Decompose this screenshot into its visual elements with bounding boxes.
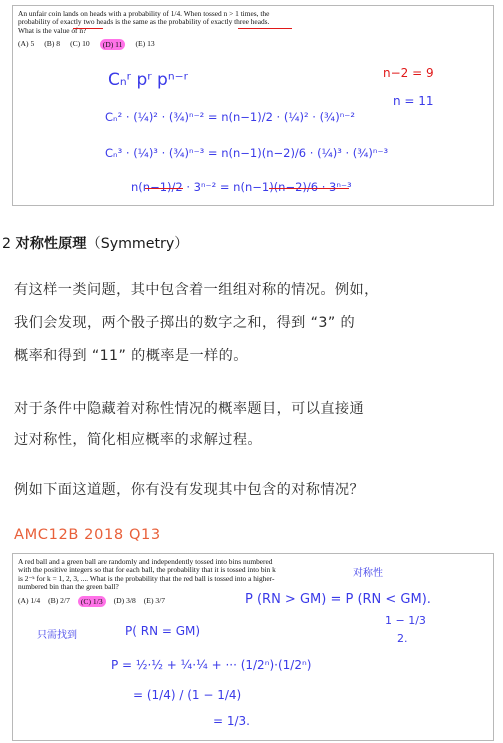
problem2-choice-c-highlighted: (C) 1/3 [78,596,106,607]
problem2-image [12,553,494,741]
problem1-choices [13,35,493,50]
problem1-line1: An unfair coin lands on heads with a probability of 1/4. When tossed n > 1 times, the [18,9,270,18]
problem2-line3: is 2⁻ᵏ for k = 1, 2, 3, .... What is the probability that the red ball is tossed into a higher- [18,573,275,583]
para2-line2: 过对称性，简化相应概率的求解过程。 [14,432,262,448]
hw-side-n-minus-2: n−2 = 9 [383,66,434,80]
para1-line2: 我们会发现，两个骰子掷出的数字之和，得到 “3” 的 [14,315,356,331]
problem2-statement [13,554,323,592]
problem1-choice-e: (E) 13 [135,39,155,49]
example-label: AMC12B 2018 Q13 [14,526,161,543]
problem1-line2: probability of exactly two heads is the same as the probability of exactly three heads. [18,17,270,27]
hw-two-heads-eq: Cₙ² · (¼)² · (¾)ⁿ⁻² = n(n−1)/2 · (¼)² · (¾)ⁿ⁻² [105,110,355,124]
problem2-choice-d: (D) 3/8 [113,595,136,605]
underline-three-heads [238,28,292,29]
para2-line1: 对于条件中隐藏着对称性情况的概率题目，可以直接通 [14,401,365,417]
para3: 例如下面这道题，你有没有发现其中包含的对称情况？ [14,482,365,498]
problem1-line3: What is the value of n? [18,25,87,35]
hw-side-n-equals-11: n = 11 [393,94,434,108]
hw-one-minus-third: 1 − 1/3 [385,614,426,627]
para1-line1: 有这样一类问题，其中包含着一组组对称的情况。例如， [14,282,379,298]
hw-symmetry-note: 对称性 [353,568,383,579]
hw-three-heads-eq: Cₙ³ · (¼)³ · (¾)ⁿ⁻³ = n(n−1)(n−2)/6 · (¼)³ · (¾)ⁿ⁻³ [105,146,389,160]
problem1-image [12,5,494,206]
section-number: 2 [2,236,16,252]
problem1-choice-a: (A) 5 [18,39,35,49]
problem1-choice-b: (B) 8 [44,39,61,49]
underline-two-heads [73,28,103,29]
hw-simplified-eq: n(n−1)/2 · 3ⁿ⁻² = n(n−1)(n−2)/6 · 3ⁿ⁻³ [131,180,352,194]
hw-over-two: 2. [397,632,408,645]
section-heading [2,233,188,253]
hw-binomial-formula: Cₙʳ pʳ pⁿ⁻ʳ [108,70,188,90]
problem1-choice-c: (C) 10 [70,39,90,49]
hw-strike-left [145,188,183,189]
hw-symmetry-equation: P (RN > GM) = P (RN < GM). [245,592,431,607]
problem2-choice-e: (E) 3/7 [143,595,166,605]
problem2-choice-a: (A) 1/4 [18,595,41,605]
problem2-choice-b: (B) 2/7 [48,595,70,605]
problem1-statement [13,6,493,35]
hw-only-need: 只需找到 [37,630,77,641]
hw-strike-right [269,188,349,189]
section-title: 对称性原理 [15,236,87,252]
para1-line3: 概率和得到 “11” 的概率是一样的。 [14,348,248,364]
problem1-choice-d-highlighted: (D) 11 [100,39,126,50]
hw-p-result: = 1/3. [213,714,250,728]
section-subtitle: （Symmetry） [86,236,189,252]
problem2-line4: numbered bin than the green ball? [18,582,119,592]
hw-p-equal: P( RN = GM) [125,624,201,638]
problem2-line2: with the positive integers so that for each ball, the probability that it is tossed into bin k [18,565,276,575]
hw-p-series: P = ½·½ + ¼·¼ + ··· (1/2ⁿ)·(1/2ⁿ) [111,658,312,672]
problem2-line1: A red ball and a green ball are randomly and independently tossed into bins numbered [18,557,273,566]
hw-p-fraction: = (1/4) / (1 − 1/4) [133,688,242,702]
